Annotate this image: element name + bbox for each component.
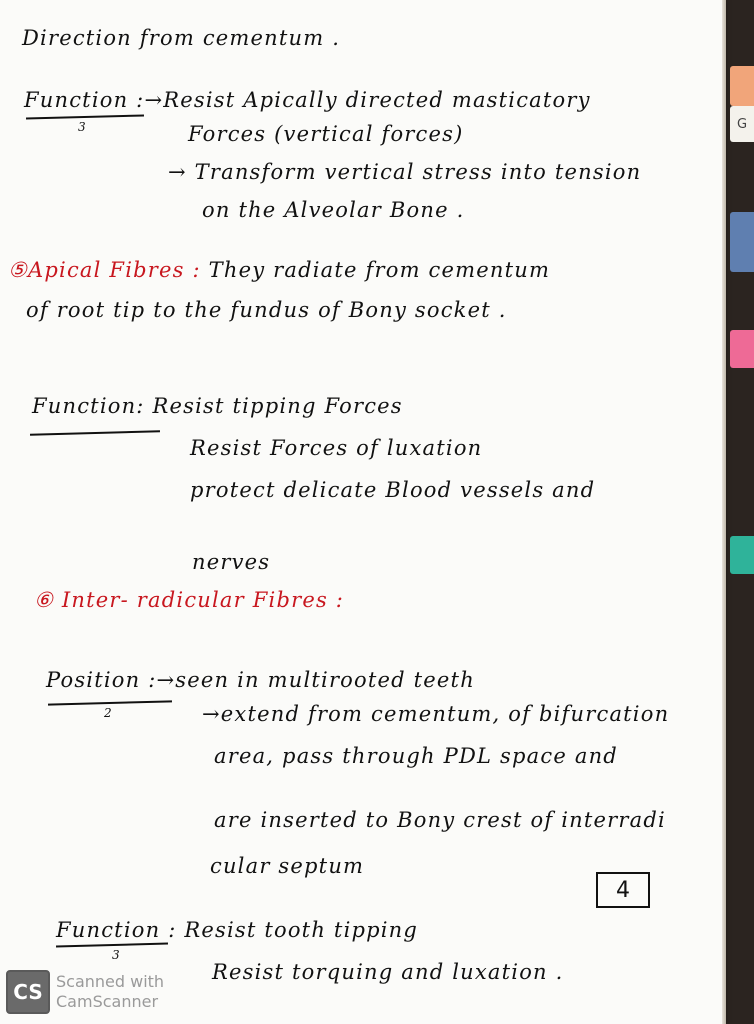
text-line: are inserted to Bony crest of interradi <box>214 808 666 832</box>
underline <box>30 430 160 435</box>
function-label: Function : <box>24 88 145 112</box>
side-tab-pink <box>730 330 754 368</box>
underline <box>56 943 168 948</box>
margin-mark: 3 <box>78 120 86 134</box>
function-label: Function: <box>32 394 145 418</box>
text-line: protect delicate Blood vessels and <box>190 478 596 502</box>
side-tab-letter: G <box>730 106 754 142</box>
section-number: ⑥ <box>34 588 55 612</box>
scanner-line-2: CamScanner <box>56 992 159 1011</box>
page-number: 4 <box>596 872 650 908</box>
text-line: They radiate from cementum <box>200 258 551 282</box>
section-title: Inter- radicular Fibres : <box>54 588 345 612</box>
position-heading <box>46 668 475 692</box>
section-number: ⑤ <box>8 258 29 282</box>
text-line: nerves <box>192 550 271 574</box>
section-title: Apical Fibres : <box>28 258 201 282</box>
text-line: Resist torquing and luxation . <box>212 960 564 984</box>
text-line: Resist tipping Forces <box>144 394 403 418</box>
text-line: : Resist tooth tipping <box>160 918 419 942</box>
text-line: →extend from cementum, of bifurcation <box>202 702 670 726</box>
text-line: of root tip to the fundus of Bony socket . <box>26 298 507 322</box>
function-heading-3 <box>56 918 418 942</box>
position-label: Position <box>46 668 141 692</box>
text-line: Resist Forces of luxation <box>190 436 483 460</box>
side-tab-teal <box>730 536 754 574</box>
text-line: :→seen in multirooted teeth <box>140 668 475 692</box>
inter-radicular-heading <box>34 588 344 612</box>
text-line: Forces (vertical forces) <box>188 122 464 146</box>
text-line: cular septum <box>210 854 365 878</box>
underline <box>26 114 144 119</box>
function-heading-1 <box>24 88 591 112</box>
scanner-watermark <box>6 970 164 1014</box>
margin-mark: 3 <box>112 948 120 962</box>
text-line: → Transform vertical stress into tension <box>168 160 642 184</box>
text-line: Direction from cementum . <box>22 26 341 50</box>
text-line: on the Alveolar Bone . <box>202 198 465 222</box>
camscanner-logo: CS <box>6 970 50 1014</box>
underline <box>48 700 172 705</box>
function-heading-2 <box>32 394 403 418</box>
scanner-line-1: Scanned with <box>56 972 165 991</box>
apical-fibres-heading <box>8 258 550 282</box>
function-label: Function <box>56 918 161 942</box>
text-line: →Resist Apically directed masticatory <box>144 88 591 112</box>
text-line: area, pass through PDL space and <box>214 744 618 768</box>
scanner-text <box>56 972 164 1012</box>
side-tab-orange <box>730 66 754 106</box>
margin-mark: 2 <box>104 706 112 720</box>
side-tab-blue <box>730 212 754 272</box>
